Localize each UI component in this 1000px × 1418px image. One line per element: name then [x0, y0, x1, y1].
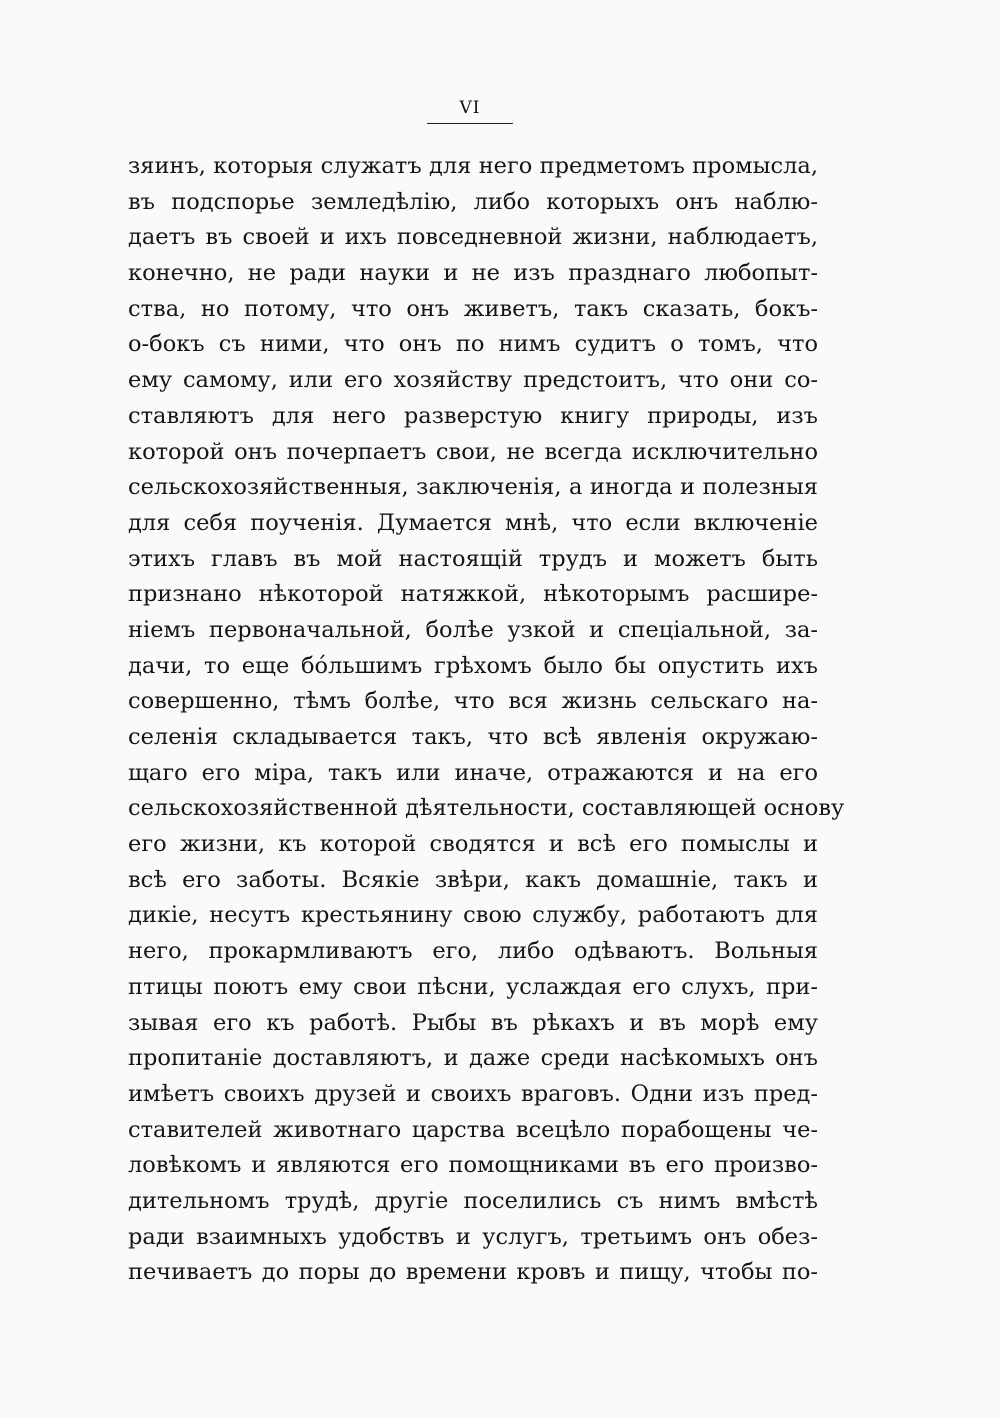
text-line: зывая его къ работѣ. Рыбы въ рѣкахъ и въ морѣ ему: [128, 1009, 818, 1036]
text-line: въ подспорье земледѣлію, либо которыхъ онъ наблю-: [128, 188, 818, 215]
text-line: о-бокъ съ ними, что онъ по нимъ судитъ о томъ, что: [128, 331, 818, 358]
text-line: имѣетъ своихъ друзей и своихъ враговъ. Одни изъ пред-: [128, 1080, 818, 1107]
text-line: ловѣкомъ и являются его помощниками въ его произво-: [128, 1152, 818, 1179]
text-line: дикіе, несутъ крестьянину свою службу, работаютъ для: [128, 902, 818, 929]
body-text: [128, 149, 845, 1291]
text-line: ства, но потому, что онъ живетъ, такъ сказать, бокъ-: [128, 295, 818, 322]
text-line: даетъ въ своей и ихъ повседневной жизни, наблюдаетъ,: [128, 224, 818, 251]
text-line: птицы поютъ ему свои пѣсни, услаждая его слухъ, при-: [128, 973, 818, 1000]
text-line: ставляютъ для него разверстую книгу природы, изъ: [128, 402, 818, 429]
text-line: ради взаимныхъ удобствъ и услугъ, третьимъ онъ обез-: [128, 1223, 818, 1250]
text-line: пропитаніе доставляютъ, и даже среди насѣкомыхъ онъ: [128, 1045, 818, 1072]
page-number: VI: [459, 98, 481, 118]
text-line: его жизни, къ которой сводятся и всѣ его помыслы и: [128, 831, 818, 858]
header-rule: [427, 123, 513, 124]
text-line: селенія складывается такъ, что всѣ явленія окружаю-: [128, 724, 818, 750]
text-line: ніемъ первоначальной, болѣе узкой и спеціальной, за-: [128, 616, 818, 643]
text-line: дачи, то еще бо́льшимъ грѣхомъ было бы опустить ихъ: [128, 652, 818, 679]
text-line: всѣ его заботы. Всякіе звѣри, какъ домашніе, такъ и: [128, 866, 818, 893]
text-line: ему самому, или его хозяйству предстоитъ, что они со-: [128, 367, 818, 394]
text-line: сельскохозяйственной дѣятельности, составляющей основу: [128, 795, 845, 822]
text-line: этихъ главъ въ мой настоящій трудъ и можетъ быть: [128, 545, 818, 572]
text-line: щаго его міра, такъ или иначе, отражаются и на его: [128, 759, 818, 786]
text-line: признано нѣкоторой натяжкой, нѣкоторымъ расшире-: [128, 581, 818, 608]
text-line: совершенно, тѣмъ болѣе, что вся жизнь сельскаго на-: [128, 688, 818, 715]
text-line: конечно, не ради науки и не изъ празднаго любопыт-: [128, 260, 818, 287]
text-line: дительномъ трудѣ, другіе поселились съ нимъ вмѣстѣ: [128, 1187, 818, 1214]
text-line: для себя поученія. Думается мнѣ, что если включеніе: [128, 509, 818, 536]
text-line: зяинъ, которыя служатъ для него предметомъ промысла,: [128, 153, 818, 179]
text-line: которой онъ почерпаетъ свои, не всегда исключительно: [128, 438, 818, 465]
text-line: сельскохозяйственныя, заключенія, а иногда и полезныя: [128, 474, 818, 501]
text-line: ставителей животнаго царства всецѣло порабощены че-: [128, 1116, 818, 1143]
text-line: печиваетъ до поры до времени кровъ и пищу, чтобы по-: [128, 1259, 818, 1286]
text-line: него, прокармливаютъ его, либо одѣваютъ. Вольныя: [128, 938, 818, 965]
